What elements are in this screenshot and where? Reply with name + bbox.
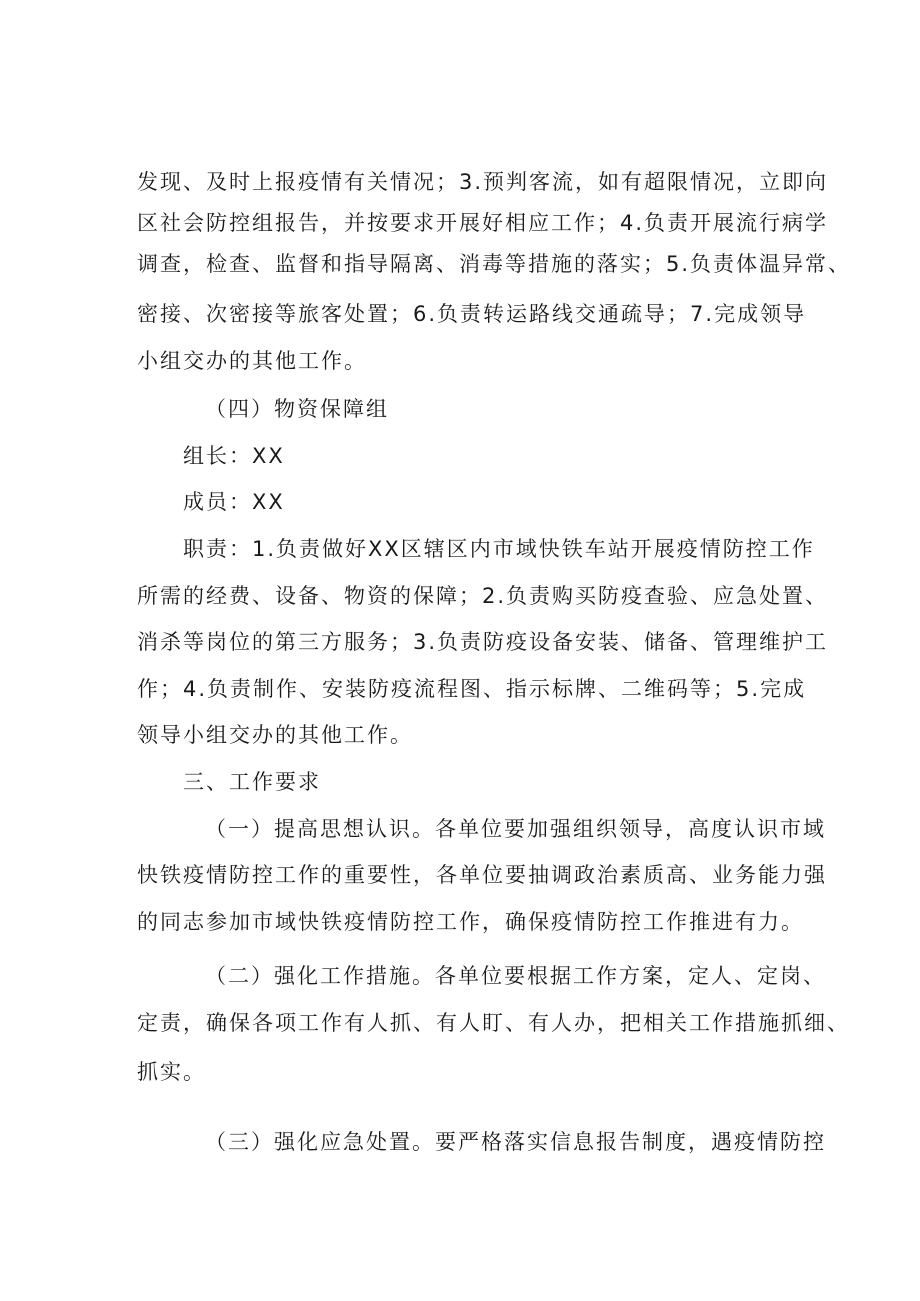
- section-heading-supplies-group: （四）物资保障组: [205, 397, 389, 421]
- paragraph-line: 定责，确保各项工作有人抓、有人盯、有人办，把相关工作措施抓细、: [137, 1011, 850, 1035]
- paragraph-line: （二）强化工作措施。各单位要根据工作方案，定人、定岗、: [205, 964, 826, 988]
- group-members-line: 成员：XX: [183, 490, 285, 514]
- paragraph-line: 作；4.负责制作、安装防疫流程图、指示标牌、二维码等；5.完成: [137, 677, 807, 701]
- paragraph-line: 领导小组交办的其他工作。: [137, 723, 413, 747]
- paragraph-line: 快铁疫情防控工作的重要性，各单位要抽调政治素质高、业务能力强: [137, 863, 827, 887]
- group-leader-line: 组长：XX: [183, 444, 285, 468]
- paragraph-line: 区社会防控组报告，并按要求开展好相应工作；4.负责开展流行病学: [137, 211, 829, 235]
- paragraph-line: 消杀等岗位的第三方服务；3.负责防疫设备安装、储备、管理维护工: [137, 630, 829, 654]
- section-heading-work-requirements: 三、工作要求: [183, 770, 321, 794]
- paragraph-line: 的同志参加市域快铁疫情防控工作，确保疫情防控工作推进有力。: [137, 910, 804, 934]
- paragraph-line: 发现、及时上报疫情有关情况；3.预判客流，如有超限情况，立即向: [137, 170, 829, 194]
- responsibilities-line: 职责：1.负责做好XX区辖区内市域快铁车站开展疫情防控工作: [183, 537, 815, 561]
- paragraph-line: 调查，检查、监督和指导隔离、消毒等措施的落实；5.负责体温异常、: [137, 252, 852, 276]
- paragraph-line: 小组交办的其他工作。: [137, 349, 367, 373]
- paragraph-line: （一）提高思想认识。各单位要加强组织领导，高度认识市域: [205, 817, 826, 841]
- paragraph-line: 所需的经费、设备、物资的保障；2.负责购买防疫查验、应急处置、: [137, 584, 829, 608]
- paragraph-line: 密接、次密接等旅客处置；6.负责转运路线交通疏导；7.完成领导: [137, 302, 807, 326]
- paragraph-line: （三）强化应急处置。要严格落实信息报告制度，遇疫情防控: [205, 1130, 826, 1154]
- paragraph-line: 抓实。: [137, 1060, 206, 1084]
